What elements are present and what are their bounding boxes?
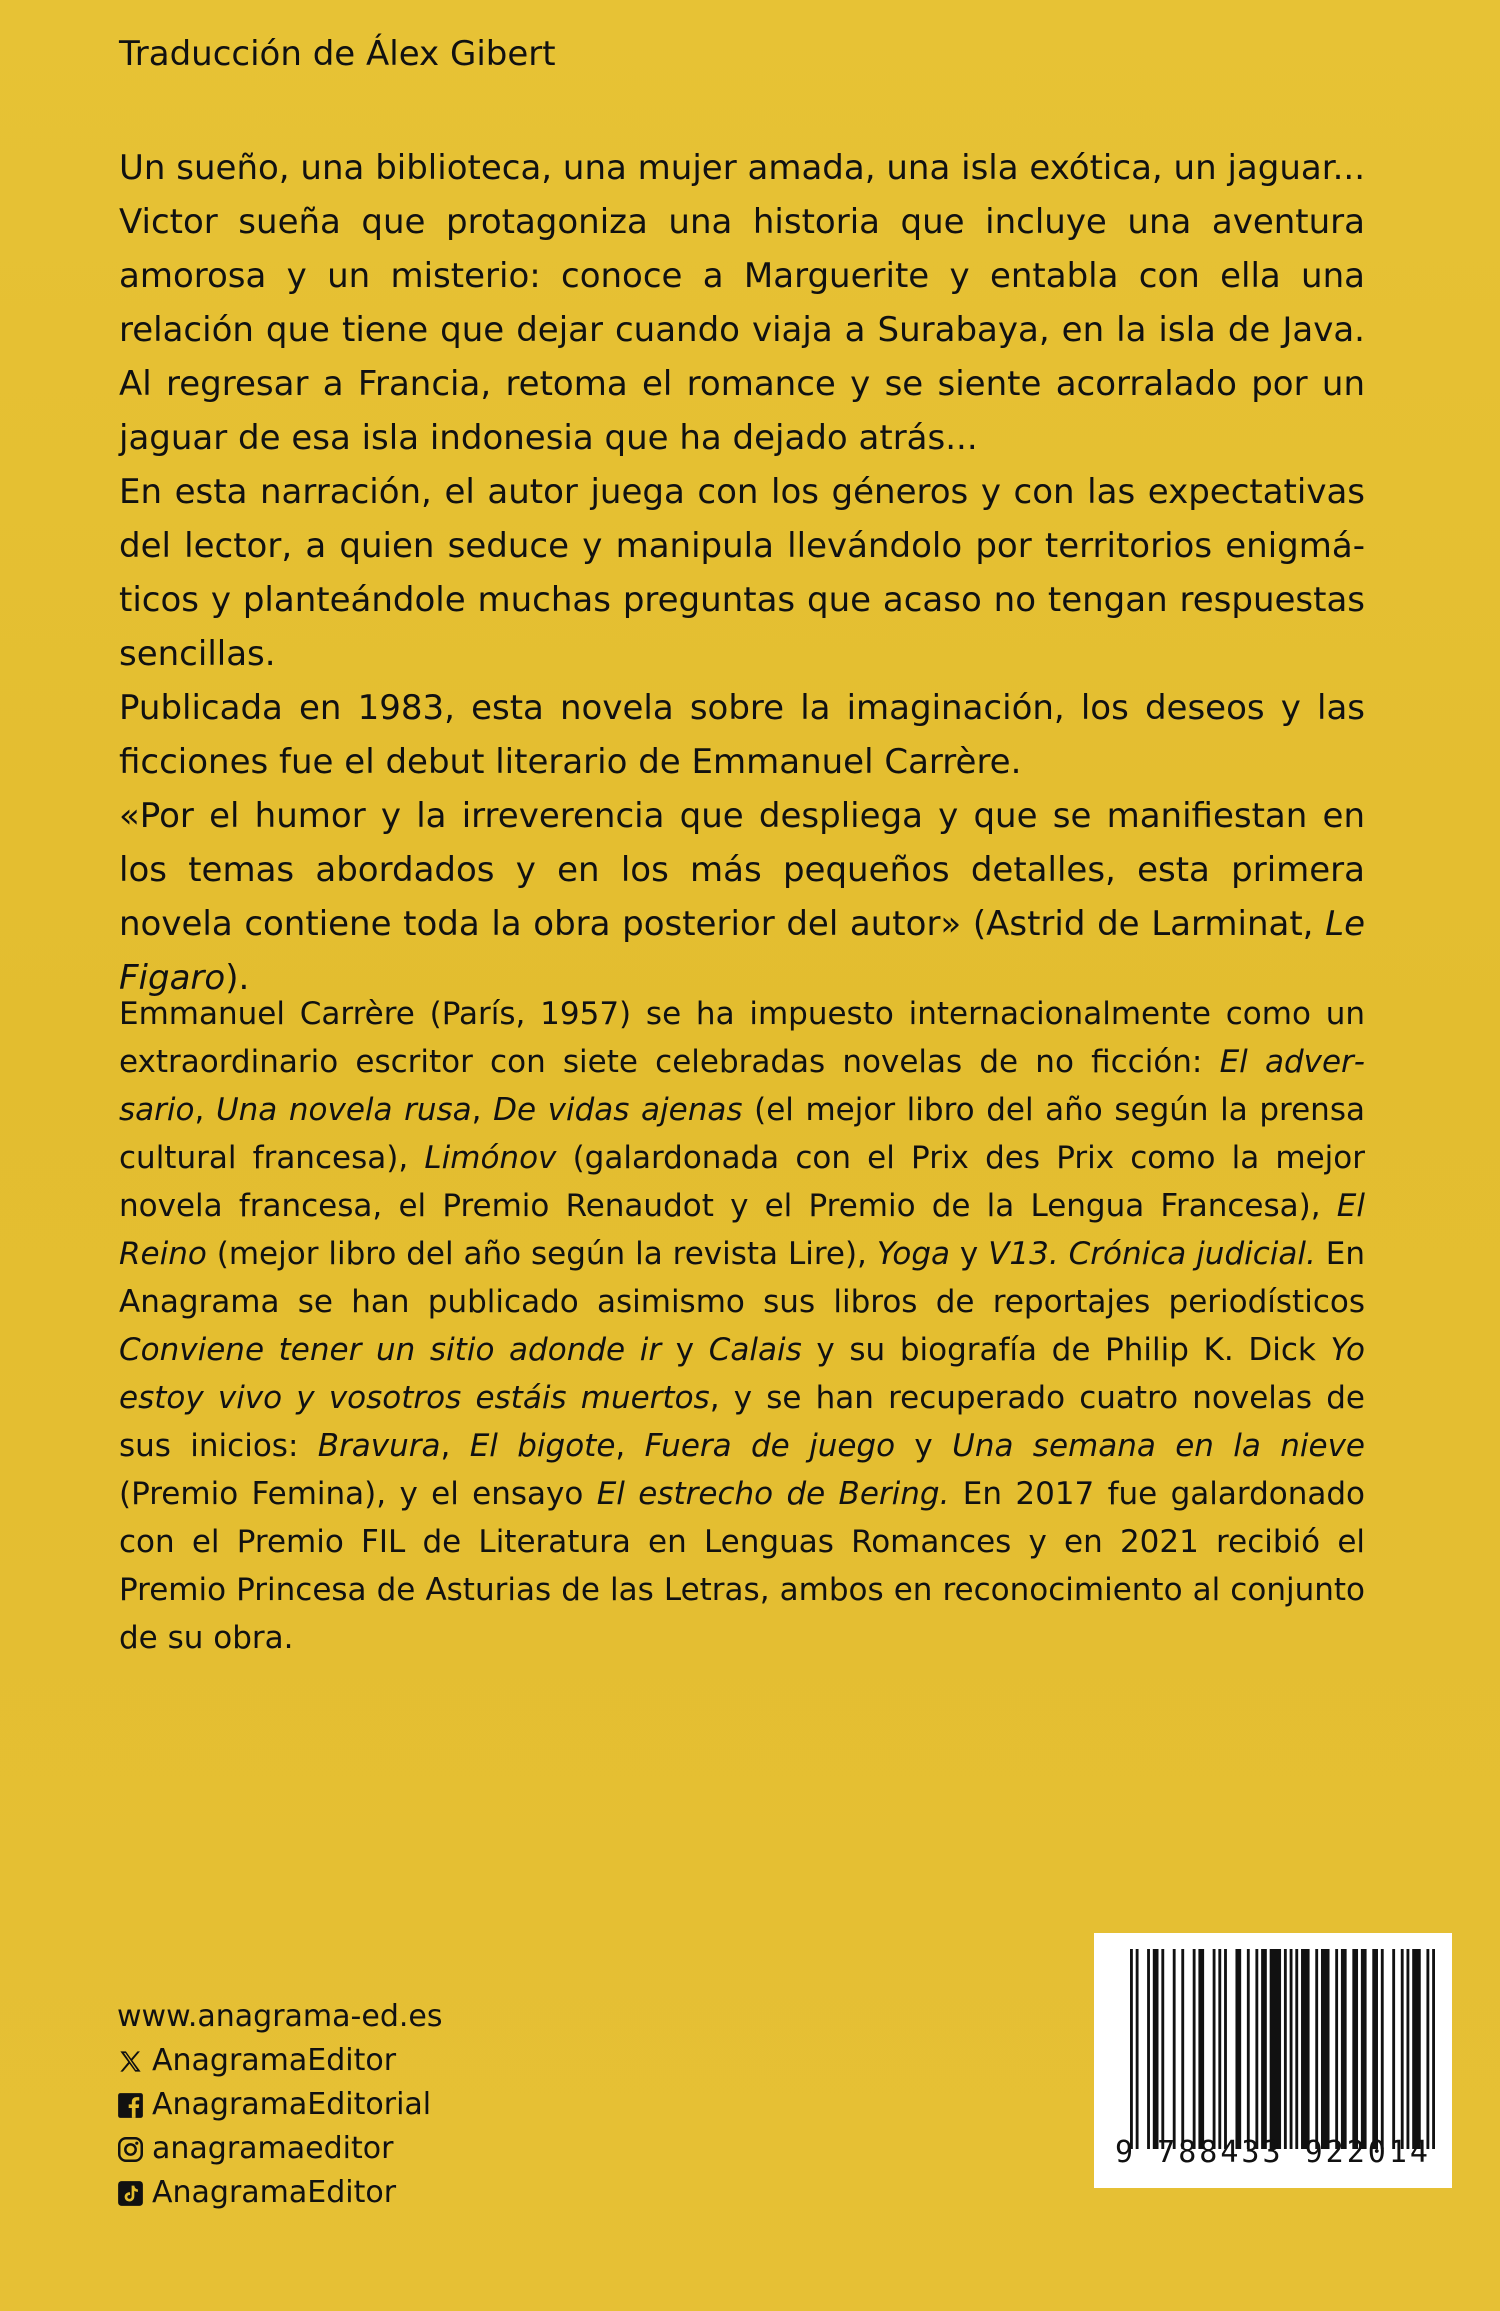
- barcode-bar: [1301, 1949, 1310, 2149]
- barcode-bar: [1173, 1949, 1176, 2149]
- barcode-bar: [1224, 1949, 1227, 2149]
- barcode-bar: [1218, 1949, 1221, 2149]
- book-title: El adversario: [119, 1044, 1365, 1128]
- x-logo-icon: [117, 2048, 144, 2075]
- barcode-bar: [1284, 1949, 1287, 2149]
- author-bio-paragraph: [119, 990, 1365, 1662]
- synopsis-paragraph: Un sueño, una biblioteca, una mujer amada, una isla exótica, un jaguar... Victor sueña que protagoniza una historia que incluye una aventura amorosa y un misterio: conoce a Marguerite y entabla con ella una relación que tiene que dejar cuando viaja a Surabaya, en la isla de Java. Al regresar a Francia, retoma el romance y se siente acorralado por un jaguar de esa isla indonesia que ha dejado atrás...: [119, 148, 1365, 458]
- bio-text: (el mejor libro del año según la prensa cultural francesa),: [119, 1092, 1365, 1176]
- bio-text: (mejor libro del año según la revista Lire),: [206, 1236, 877, 1272]
- barcode-bar: [1255, 1949, 1258, 2149]
- barcode-bar: [1147, 1949, 1150, 2149]
- bio-text: Emmanuel Carrère (París, 1957) se ha impuesto internacionalmente como un extraordinario escritor con siete celebradas novelas de no ficción:: [119, 996, 1365, 1080]
- bio-text: y: [950, 1236, 989, 1272]
- barcode-bar: [1295, 1949, 1298, 2149]
- tiktok-link[interactable]: [117, 2171, 443, 2215]
- barcode-bar: [1407, 1949, 1410, 2149]
- barcode-bar: [1352, 1949, 1358, 2149]
- book-title: Calais: [708, 1332, 802, 1368]
- facebook-handle: AnagramaEditorial: [152, 2087, 432, 2122]
- author-bio: [119, 990, 1365, 1662]
- isbn-digits: 9 788433 922014: [1115, 2135, 1431, 2170]
- quote-source: Le Figaro: [119, 904, 1365, 998]
- barcode-bar: [1426, 1949, 1429, 2149]
- barcode-bar: [1432, 1949, 1435, 2149]
- barcode-bar: [1153, 1949, 1159, 2149]
- synopsis: [119, 141, 1365, 1005]
- synopsis-paragraph: En esta narración, el autor juega con los géneros y con las expectativas del lector, a quien seduce y manipula llevándolo por territorios enigmáticos y planteándole muchas preguntas que acaso no tengan respuestas sencillas.: [119, 472, 1365, 674]
- barcode-bar: [1412, 1949, 1421, 2149]
- barcode-bar: [1136, 1949, 1139, 2149]
- bio-text: , y se han recuperado cuatro novelas de sus inicios:: [119, 1380, 1365, 1464]
- book-title: Yo estoy vivo y vosotros estáis muertos: [119, 1332, 1365, 1416]
- bio-text: ,: [615, 1428, 645, 1464]
- barcode-bar: [1270, 1949, 1281, 2149]
- book-title: El Reino: [119, 1188, 1365, 1272]
- barcode-bar: [1381, 1949, 1384, 2149]
- bio-text: y: [661, 1332, 709, 1368]
- bio-text: ,: [440, 1428, 470, 1464]
- barcode-bar: [1213, 1949, 1216, 2149]
- book-title: Conviene tener un sitio adonde ir: [119, 1332, 662, 1368]
- x-handle: AnagramaEditor: [152, 2043, 397, 2078]
- bio-text: En Anagrama se han publicado asimismo sus libros de reportajes periodísticos: [119, 1236, 1366, 1320]
- barcode-bar: [1321, 1949, 1330, 2149]
- book-title: V13. Crónica judicial.: [988, 1236, 1316, 1272]
- website-link[interactable]: [117, 1995, 443, 2039]
- bio-text: (Premio Femina), y el ensayo: [119, 1476, 597, 1512]
- bio-text: (galardonada con el Prix des Prix como la mejor novela francesa, el Premio Renaudot y el Premio de la Lengua Francesa),: [119, 1140, 1365, 1224]
- book-title: El estrecho de Bering.: [596, 1476, 950, 1512]
- translator-credit: Traducción de Álex Gibert: [119, 34, 556, 74]
- barcode-bars: [1130, 1949, 1435, 2149]
- quote-text: «Por el humor y la irreverencia que despliega y que se manifiestan en los temas abordados y en los más pequeños detalles, esta primera novela contiene toda la obra posterior del autor» (Astrid de Larminat,: [119, 796, 1365, 944]
- book-title: El bigote: [469, 1428, 616, 1464]
- barcode-bar: [1335, 1949, 1338, 2149]
- book-title: De vidas ajenas: [493, 1092, 743, 1128]
- barcode-bar: [1161, 1949, 1164, 2149]
- x-link[interactable]: [117, 2039, 443, 2083]
- instagram-handle: anagramaeditor: [152, 2131, 394, 2166]
- barcode-bar: [1290, 1949, 1293, 2149]
- publisher-contacts: [117, 1995, 443, 2215]
- book-title: Una semana en la nieve: [952, 1428, 1365, 1464]
- barcode-bar: [1247, 1949, 1250, 2149]
- book-title: Fuera de juego: [644, 1428, 896, 1464]
- barcode-bar: [1401, 1949, 1404, 2149]
- barcode-bar: [1198, 1949, 1204, 2149]
- facebook-icon: [117, 2092, 144, 2119]
- book-title: Limónov: [424, 1140, 557, 1176]
- book-title: Una novela rusa: [215, 1092, 472, 1128]
- book-title: Bravura: [317, 1428, 441, 1464]
- bio-text: ,: [194, 1092, 216, 1128]
- instagram-icon: [117, 2136, 144, 2163]
- facebook-link[interactable]: [117, 2083, 443, 2127]
- instagram-link[interactable]: [117, 2127, 443, 2171]
- website-text: www.anagrama-ed.es: [117, 1999, 443, 2034]
- barcode-bar: [1181, 1949, 1184, 2149]
- press-quote: [119, 789, 1365, 1005]
- book-title: Yoga: [876, 1236, 950, 1272]
- synopsis-paragraph: Publicada en 1983, esta novela sobre la imaginación, los deseos y las ficciones fue el debut literario de Emmanuel Carrère.: [119, 688, 1365, 782]
- bio-text: ,: [471, 1092, 494, 1128]
- barcode-bar: [1341, 1949, 1347, 2149]
- barcode-bar: [1261, 1949, 1267, 2149]
- bio-text: y su biografía de Philip K. Dick: [801, 1332, 1331, 1368]
- barcode-bar: [1315, 1949, 1318, 2149]
- barcode-bar: [1130, 1949, 1133, 2149]
- barcode-bar: [1392, 1949, 1395, 2149]
- barcode-bar: [1372, 1949, 1378, 2149]
- bio-text: En 2017 fue galardonado con el Premio FIL de Literatura en Lenguas Romances y en 2021 recibió el Premio Princesa de Asturias de las Letras, ambos en reconocimiento al conjunto de su obra.: [119, 1476, 1365, 1656]
- isbn-barcode: [1094, 1933, 1452, 2188]
- barcode-bar: [1361, 1949, 1367, 2149]
- tiktok-handle: AnagramaEditor: [152, 2175, 397, 2210]
- bio-text: y: [895, 1428, 953, 1464]
- barcode-bar: [1193, 1949, 1196, 2149]
- tiktok-icon: [117, 2180, 144, 2207]
- barcode-bar: [1235, 1949, 1241, 2149]
- quote-end: ).: [225, 958, 250, 998]
